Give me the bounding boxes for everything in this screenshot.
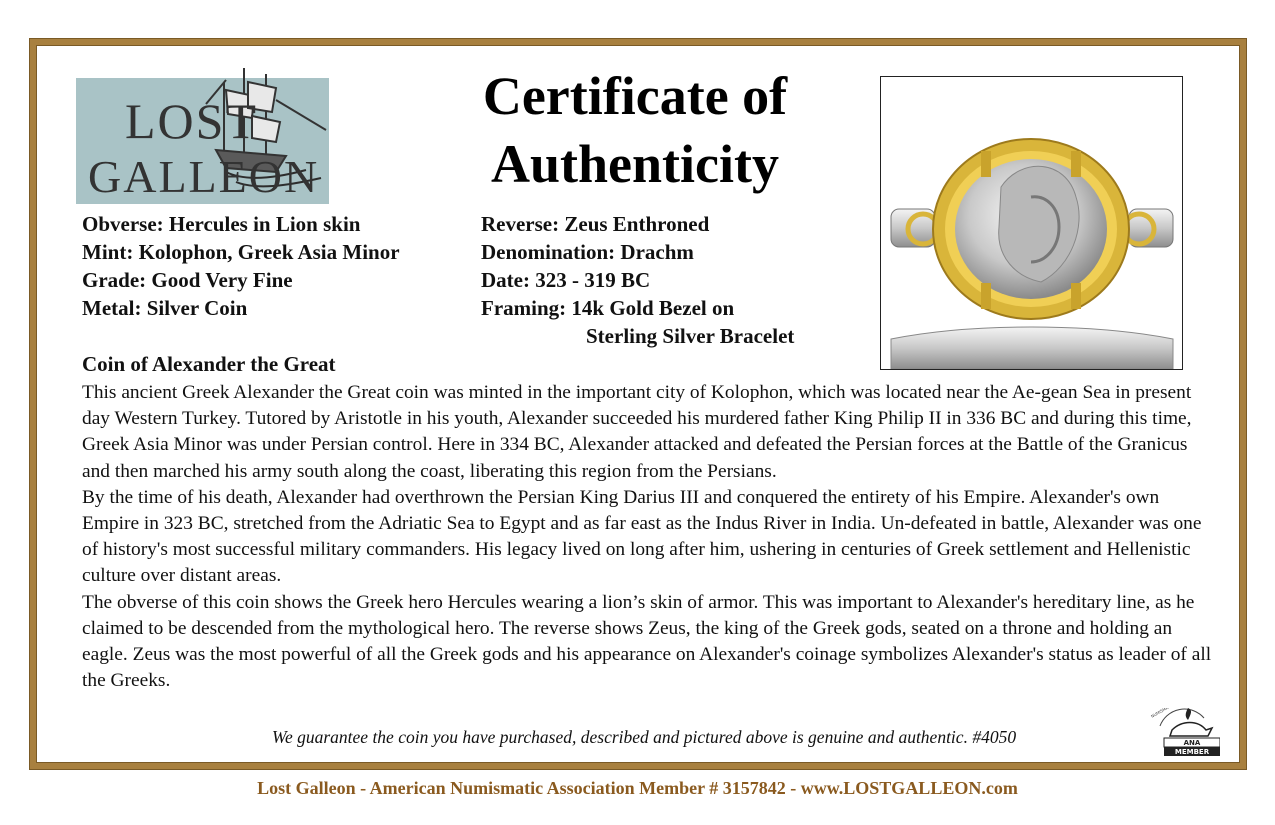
description-paragraph-1: This ancient Greek Alexander the Great coin was minted in the important city of Kolophon, which was located near the Ae-gean Sea in present day Western Turkey. Tutored by Aristotle in his youth, Alexander succeeded his murdered father King Philip II in 336 BC and during this time, Greek Asia Minor was under Persian control. Here in 334 BC, Alexander attacked and defeated the Persian forces at the Battle of the Granicus and then marched his army south along the coast, liberating this region from the Persians. [82,382,1192,482]
description-heading: Coin of Alexander the Great [82,352,336,376]
ana-badge-ring-text: NUMISMATIC [1150,708,1175,719]
logo-word-galleon: GALLEON [88,151,320,202]
spec-obverse: Obverse: Hercules in Lion skin [82,212,361,236]
guarantee-statement: We guarantee the coin you have purchased, described and pictured above is genuine and authentic. #4050 [272,727,1017,747]
spec-denomination: Denomination: Drachm [481,240,694,264]
lost-galleon-logo [76,60,329,204]
ana-badge-top: ANA [1183,739,1201,747]
logo-word-lost: LOST [125,93,258,149]
description-paragraph-3: The obverse of this coin shows the Greek hero Hercules wearing a lion’s skin of armor. This was important to Alexander's hereditary line, as he claimed to be descended from the mythological hero. The reverse shows Zeus, the king of the Greek gods, seated on a throne and holding an eagle. Zeus was the most powerful of all the Greek gods and his appearance on Alexander's coinage symbolizes Alexander's status as leader of all the Greeks. [82,591,1212,692]
spec-framing: Framing: 14k Gold Bezel on [481,296,735,320]
title-line-2: Authenticity [491,134,779,194]
product-photo [880,76,1183,370]
spec-grade: Grade: Good Very Fine [82,268,293,292]
description-body [82,380,1212,694]
spec-reverse: Reverse: Zeus Enthroned [481,212,710,236]
footer-membership: Lost Galleon - American Numismatic Association Member # 3157842 - www.LOSTGALLEON.com [257,778,1018,798]
spec-metal: Metal: Silver Coin [82,296,248,320]
ana-badge-member: MEMBER [1174,748,1210,756]
spec-date: Date: 323 - 319 BC [481,268,651,292]
description-paragraph-2: By the time of his death, Alexander had overthrown the Persian King Darius III and conquered the entirety of his Empire. Alexander's own Empire in 323 BC, stretched from the Adriatic Sea to Egypt and as far east as the Indus River in India. Un-defeated in battle, Alexander was one of history's most successful military commanders. His legacy lived on long after him, ushering in centuries of Greek settlement and Hellenistic culture over distant areas. [82,486,1202,587]
title-line-1: Certificate of [482,66,788,126]
specs-left-column [82,210,400,322]
certificate-title [380,62,890,198]
spec-mint: Mint: Kolophon, Greek Asia Minor [82,240,400,264]
spec-framing-continued: Sterling Silver Bracelet [586,324,795,348]
coin-bracelet-image [881,77,1182,369]
ana-member-badge [1148,708,1220,756]
specs-right-column [481,210,794,350]
ana-lamp-icon [1148,708,1220,756]
